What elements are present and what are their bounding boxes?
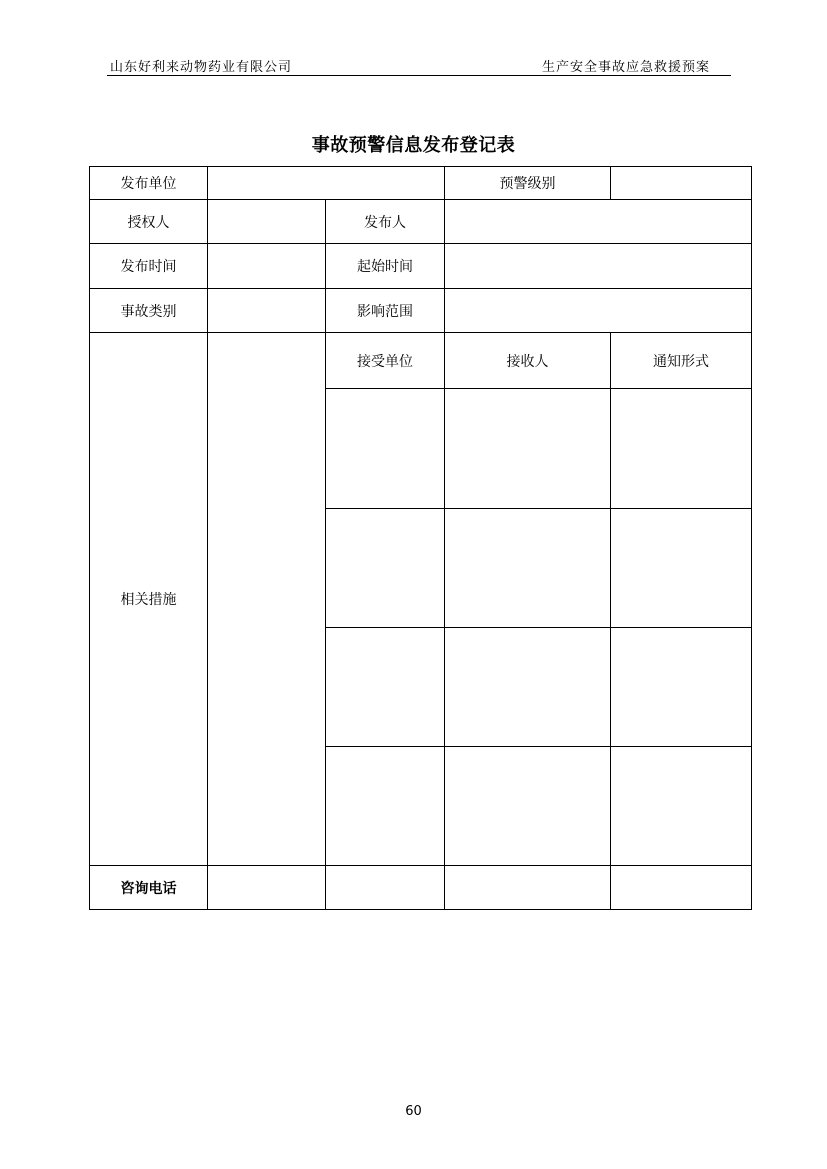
receiving-unit-field[interactable] <box>326 389 445 509</box>
page-header <box>110 54 730 74</box>
consult-phone-field[interactable] <box>445 866 611 910</box>
publisher-field[interactable] <box>445 200 752 244</box>
table-row <box>90 200 752 244</box>
label-publish-unit: 发布单位 <box>90 167 208 200</box>
receiver-field[interactable] <box>445 509 611 628</box>
label-receiver: 接收人 <box>445 333 611 389</box>
label-warning-level: 预警级别 <box>445 167 611 200</box>
receiving-unit-field[interactable] <box>326 747 445 866</box>
registration-form-table <box>89 166 752 910</box>
label-publish-time: 发布时间 <box>90 244 208 289</box>
publish-unit-field[interactable] <box>208 167 445 200</box>
notice-form-field[interactable] <box>611 747 752 866</box>
consult-phone-field[interactable] <box>326 866 445 910</box>
table-row <box>90 289 752 333</box>
label-publisher: 发布人 <box>326 200 445 244</box>
notice-form-field[interactable] <box>611 389 752 509</box>
impact-scope-field[interactable] <box>445 289 752 333</box>
document-name: 生产安全事故应急救援预案 <box>541 60 710 75</box>
label-impact-scope: 影响范围 <box>326 289 445 333</box>
consult-phone-field[interactable] <box>208 866 326 910</box>
publish-time-field[interactable] <box>208 244 326 289</box>
table-row <box>90 167 752 200</box>
table-row <box>90 244 752 289</box>
accident-type-field[interactable] <box>208 289 326 333</box>
label-accident-type: 事故类别 <box>90 289 208 333</box>
table-row <box>90 866 752 910</box>
company-name: 山东好利来动物药业有限公司 <box>110 60 293 75</box>
consult-phone-field[interactable] <box>611 866 752 910</box>
authorizer-field[interactable] <box>208 200 326 244</box>
header-divider <box>107 75 731 76</box>
page-title: 事故预警信息发布登记表 <box>311 135 516 156</box>
receiver-field[interactable] <box>445 747 611 866</box>
page-number: 60 <box>405 1104 422 1119</box>
measures-field[interactable] <box>208 333 326 866</box>
receiving-unit-field[interactable] <box>326 628 445 747</box>
receiver-field[interactable] <box>445 628 611 747</box>
label-start-time: 起始时间 <box>326 244 445 289</box>
label-receiving-unit: 接受单位 <box>326 333 445 389</box>
notice-form-field[interactable] <box>611 509 752 628</box>
notice-form-field[interactable] <box>611 628 752 747</box>
receiver-field[interactable] <box>445 389 611 509</box>
label-consult-phone: 咨询电话 <box>90 866 208 910</box>
label-authorizer: 授权人 <box>90 200 208 244</box>
table-row <box>90 333 752 389</box>
label-notice-form: 通知形式 <box>611 333 752 389</box>
receiving-unit-field[interactable] <box>326 509 445 628</box>
label-measures: 相关措施 <box>90 333 208 866</box>
start-time-field[interactable] <box>445 244 752 289</box>
warning-level-field[interactable] <box>611 167 752 200</box>
